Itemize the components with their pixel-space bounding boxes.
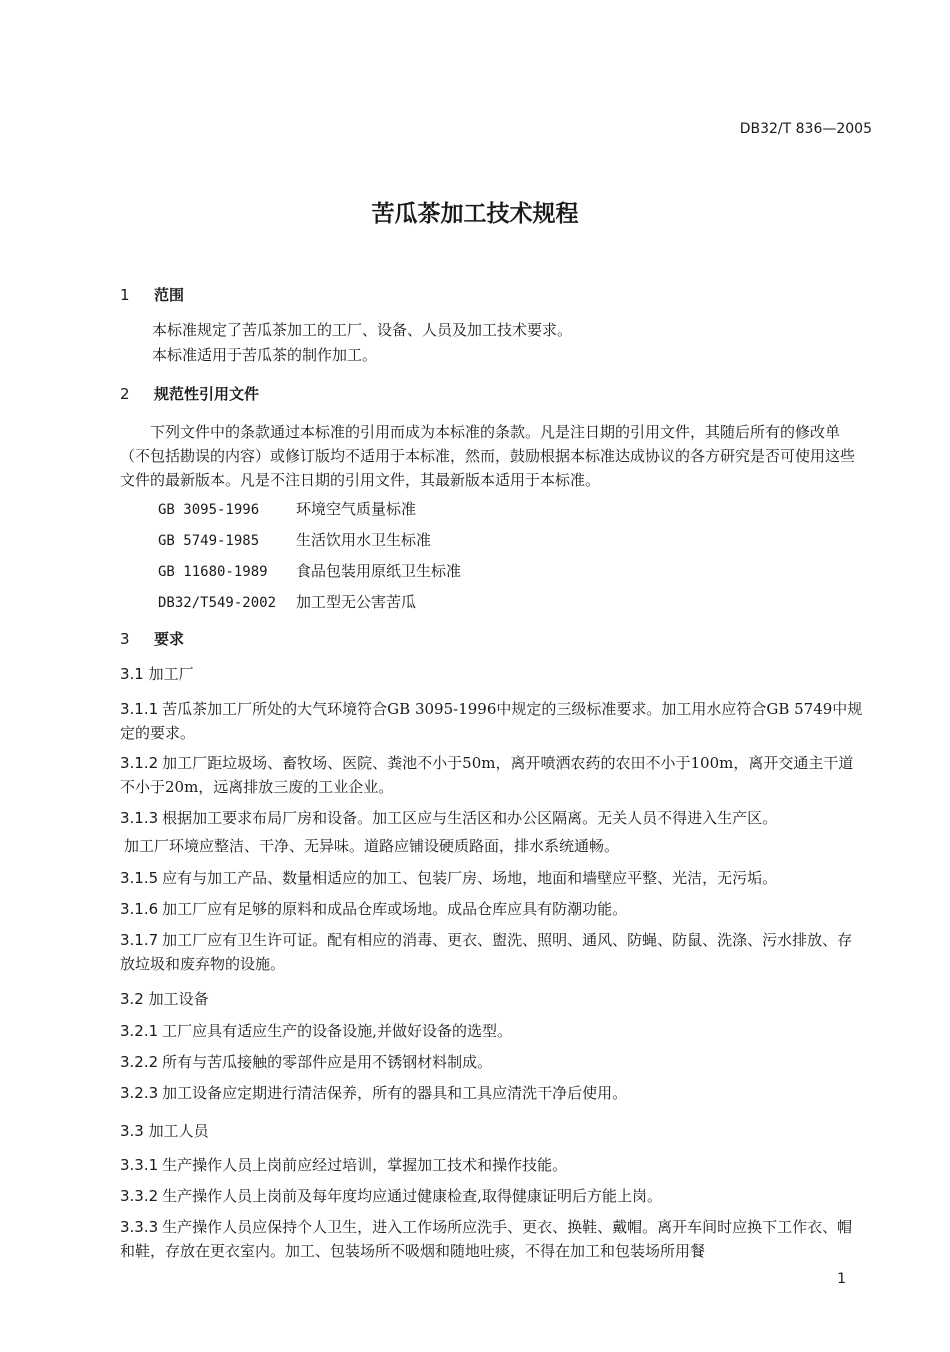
- subsection-title: 加工人员: [148, 1122, 209, 1140]
- clause-text: 加工厂环境应整洁、干净、无异味。道路应铺设硬质路面，排水系统通畅。: [124, 837, 620, 855]
- clause-number: 3.2.2: [120, 1053, 159, 1071]
- clause-number: 3.1.2: [120, 754, 159, 772]
- clause-3-2-2: [120, 1050, 865, 1074]
- paragraph: 本标准适用于苦瓜茶的制作加工。: [152, 346, 378, 364]
- reference-code: GB 5749-1985: [158, 533, 260, 549]
- clause-text: 加工厂应有足够的原料和成品仓库或场地。成品仓库应具有防潮功能。: [162, 900, 628, 918]
- subsection-number: 3.2: [120, 990, 144, 1008]
- clause-3-2-3: [120, 1081, 865, 1105]
- clause-number: 3.3.1: [120, 1156, 159, 1174]
- section-title: 规范性引用文件: [154, 385, 260, 403]
- section-number: 1: [120, 286, 130, 304]
- reference-item: [158, 498, 416, 519]
- clause-text: 苦瓜茶加工厂所处的大气环境符合GB 3095-1996中规定的三级标准要求。加工用水应符合GB 5749中规定的要求。: [120, 700, 863, 742]
- clause-number: 3.2.1: [120, 1022, 159, 1040]
- clause-number: 3.3.3: [120, 1218, 159, 1236]
- subsection-number: 3.3: [120, 1122, 144, 1140]
- clause-continuation: [120, 834, 865, 858]
- reference-name: 生活饮用水卫生标准: [296, 531, 432, 549]
- clause-3-1-2: [120, 751, 865, 799]
- clause-text: 生产操作人员上岗前应经过培训，掌握加工技术和操作技能。: [162, 1156, 568, 1174]
- clause-3-2-1: [120, 1019, 865, 1043]
- clause-text: 加工厂应有卫生许可证。配有相应的消毒、更衣、盥洗、照明、通风、防蝇、防鼠、洗涤、污水排放、存放垃圾和废弃物的设施。: [120, 931, 853, 973]
- clause-number: 3.1.3: [120, 809, 159, 827]
- document-title: 苦瓜茶加工技术规程: [371, 201, 579, 227]
- paragraph: 本标准规定了苦瓜茶加工的工厂、设备、人员及加工技术要求。: [152, 321, 573, 339]
- section-title: 范围: [154, 286, 185, 304]
- clause-3-3-3: [120, 1215, 865, 1263]
- clause-number: 3.1.6: [120, 900, 159, 918]
- clause-number: 3.1.5: [120, 869, 159, 887]
- clause-text: 所有与苦瓜接触的零部件应是用不锈钢材料制成。: [162, 1053, 493, 1071]
- reference-code: GB 3095-1996: [158, 502, 260, 518]
- reference-item: [158, 591, 416, 612]
- subsection-heading-3-1: [120, 663, 194, 684]
- clause-3-3-2: [120, 1184, 865, 1208]
- section-heading-3: [120, 628, 184, 649]
- reference-name: 环境空气质量标准: [296, 500, 417, 518]
- reference-name: 食品包装用原纸卫生标准: [296, 562, 462, 580]
- clause-text: 加工设备应定期进行清洁保养，所有的器具和工具应清洗干净后使用。: [162, 1084, 628, 1102]
- standard-code: DB32/T 836—2005: [739, 121, 872, 137]
- clause-text: 生产操作人员上岗前及每年度均应通过健康检查,取得健康证明后方能上岗。: [162, 1187, 662, 1205]
- clause-number: 3.3.2: [120, 1187, 159, 1205]
- subsection-title: 加工设备: [148, 990, 209, 1008]
- clause-number: 3.1.7: [120, 931, 159, 949]
- clause-3-1-7: [120, 928, 865, 976]
- subsection-heading-3-3: [120, 1120, 209, 1141]
- clause-3-3-1: [120, 1153, 865, 1177]
- subsection-heading-3-2: [120, 988, 209, 1009]
- clause-3-1-3: [120, 806, 865, 830]
- reference-code: GB 11680-1989: [158, 564, 268, 580]
- clause-text: 根据加工要求布局厂房和设备。加工区应与生活区和办公区隔离。无关人员不得进入生产区。: [162, 809, 778, 827]
- clause-text: 生产操作人员应保持个人卫生，进入工作场所应洗手、更衣、换鞋、戴帽。离开车间时应换下工作衣、帽和鞋，存放在更衣室内。加工、包装场所不吸烟和随地吐痰，不得在加工和包装场所用餐: [120, 1218, 853, 1260]
- clause-3-1-1: [120, 697, 865, 745]
- subsection-number: 3.1: [120, 665, 144, 683]
- reference-item: [158, 529, 431, 550]
- reference-item: [158, 560, 461, 581]
- clause-3-1-5: [120, 866, 865, 890]
- subsection-title: 加工厂: [148, 665, 194, 683]
- clause-3-1-6: [120, 897, 865, 921]
- clause-number: 3.2.3: [120, 1084, 159, 1102]
- section-number: 3: [120, 630, 130, 648]
- section-number: 2: [120, 385, 130, 403]
- clause-text: 应有与加工产品、数量相适应的加工、包装厂房、场地，地面和墙壁应平整、光洁，无污垢。: [162, 869, 778, 887]
- paragraph: 下列文件中的条款通过本标准的引用而成为本标准的条款。凡是注日期的引用文件，其随后所有的修改单（不包括勘误的内容）或修订版均不适用于本标准，然而，鼓励根据本标准达成协议的各方研究是否可使用这些文件的最新版本。凡是不注日期的引用文件，其最新版本适用于本标准。: [120, 423, 856, 489]
- page-number: 1: [837, 1271, 846, 1287]
- clause-number: 3.1.1: [120, 700, 159, 718]
- clause-text: 工厂应具有适应生产的设备设施,并做好设备的选型。: [162, 1022, 512, 1040]
- reference-code: DB32/T549-2002: [158, 595, 277, 611]
- section-heading-2: [120, 383, 259, 404]
- reference-name: 加工型无公害苦瓜: [296, 593, 417, 611]
- section-title: 要求: [154, 630, 185, 648]
- section-heading-1: [120, 284, 184, 305]
- clause-text: 加工厂距垃圾场、畜牧场、医院、粪池不小于50m，离开喷洒农药的农田不小于100m，离开交通主干道不小于20m，远离排放三废的工业企业。: [120, 754, 854, 796]
